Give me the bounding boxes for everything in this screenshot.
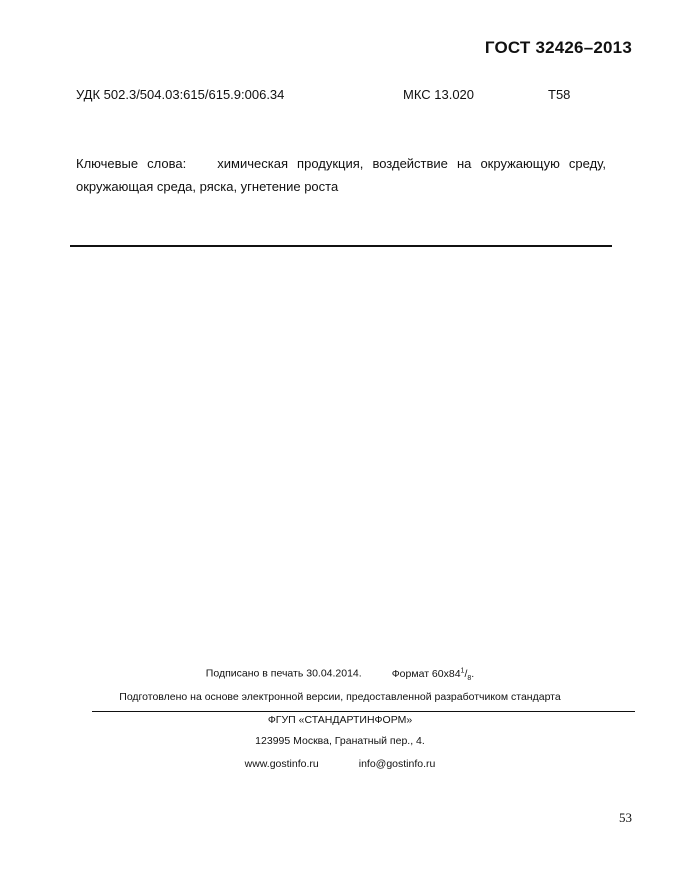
paper-format: Формат $60х84^1/_8$. [391, 667, 475, 682]
publisher-address: 123995 Москва, Гранатный пер., 4. [255, 735, 425, 747]
page-number: 53 [619, 810, 632, 825]
format-label: Формат 60х84 [391, 667, 461, 680]
udk-code: УДК 502.3/504.03:615/615.9:006.34 [76, 87, 285, 102]
format-numerator: 1 [460, 667, 465, 674]
keywords-text: химическая продукция, воздействие на окружающую среду, окружающая среда, ряска, угнетение роста [76, 156, 606, 194]
publisher-contacts [0, 758, 680, 770]
email-link[interactable]: info@gostinfo.ru [358, 758, 436, 770]
keywords-block [76, 152, 606, 198]
publisher-name: ФГУП «СТАНДАРТИНФОРМ» [267, 714, 413, 726]
imprint-signed-row [0, 667, 680, 682]
prepared-note: Подготовлено на основе электронной версии, предоставленной разработчиком стандарта [119, 691, 561, 703]
website-link[interactable]: www.gostinfo.ru [244, 758, 319, 770]
bottom-divider [92, 711, 635, 712]
top-divider [70, 245, 612, 247]
format-denominator: 8 [467, 674, 472, 682]
signed-date: Подписано в печать 30.04.2014. [205, 667, 362, 680]
mks-code: МКС 13.020 [403, 87, 475, 102]
format-end: . [471, 667, 475, 680]
okp-code: Т58 [548, 87, 571, 102]
keywords-label: Ключевые слова: [76, 156, 187, 171]
standard-code: ГОСТ 32426–2013 [484, 38, 632, 57]
